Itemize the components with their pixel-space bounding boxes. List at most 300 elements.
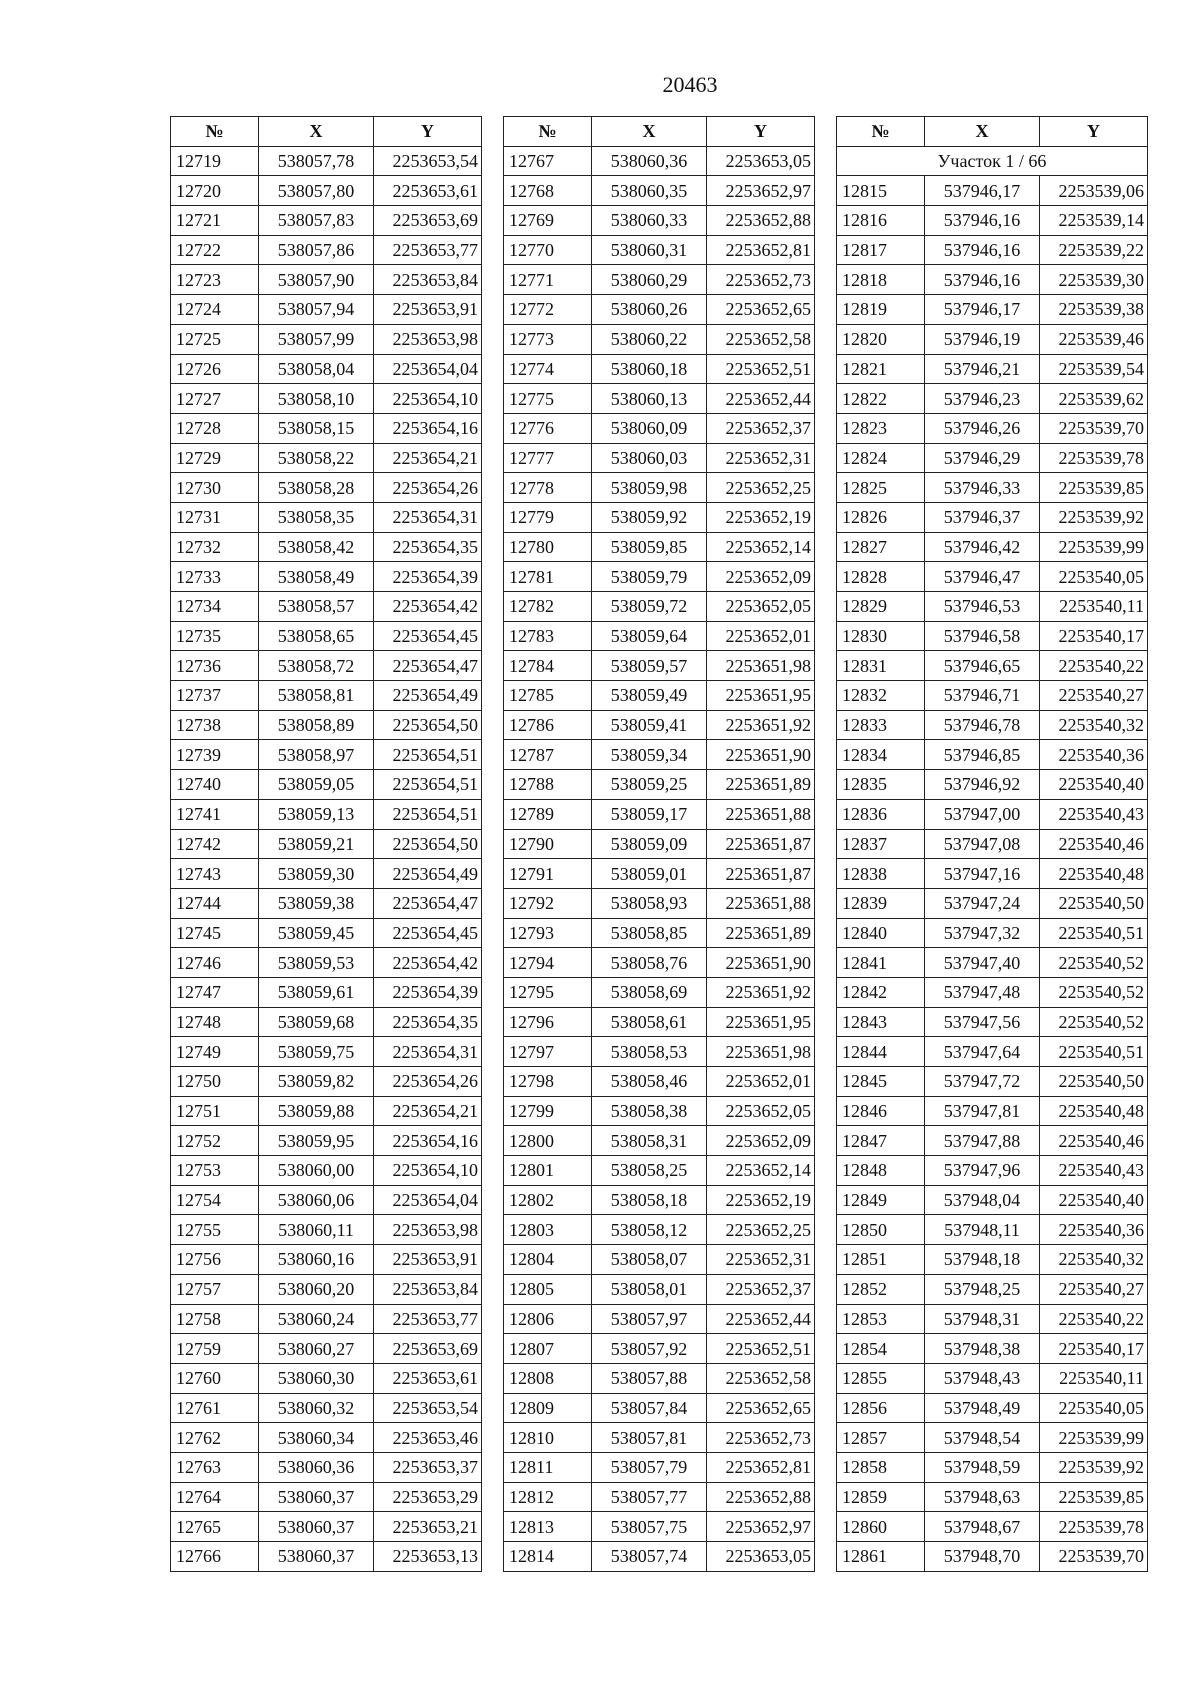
table-row (171, 1542, 482, 1572)
table-row (504, 859, 815, 889)
y-coordinate-cell: 2253654,16 (374, 1126, 482, 1156)
table-row (837, 1482, 1148, 1512)
y-coordinate-cell: 2253652,88 (707, 206, 815, 236)
table-row (837, 502, 1148, 532)
point-number-cell: 12756 (171, 1245, 259, 1275)
x-coordinate-cell: 538058,76 (592, 948, 707, 978)
point-number-cell: 12767 (504, 146, 592, 176)
x-coordinate-cell: 537948,49 (925, 1393, 1040, 1423)
point-number-cell: 12799 (504, 1096, 592, 1126)
point-number-cell: 12821 (837, 354, 925, 384)
table-row (504, 740, 815, 770)
y-coordinate-cell: 2253539,54 (1040, 354, 1148, 384)
x-coordinate-cell: 538060,09 (592, 413, 707, 443)
y-coordinate-cell: 2253653,84 (374, 1274, 482, 1304)
y-coordinate-cell: 2253539,38 (1040, 295, 1148, 325)
point-number-cell: 12837 (837, 829, 925, 859)
x-coordinate-cell: 537947,88 (925, 1126, 1040, 1156)
x-coordinate-cell: 538058,35 (259, 502, 374, 532)
y-coordinate-cell: 2253540,05 (1040, 562, 1148, 592)
x-coordinate-cell: 538058,49 (259, 562, 374, 592)
x-coordinate-cell: 537948,67 (925, 1512, 1040, 1542)
y-coordinate-cell: 2253540,43 (1040, 1156, 1148, 1186)
y-coordinate-cell: 2253539,85 (1040, 1482, 1148, 1512)
table-row (504, 146, 815, 176)
y-coordinate-cell: 2253654,35 (374, 1007, 482, 1037)
y-coordinate-cell: 2253654,26 (374, 1067, 482, 1097)
x-coordinate-cell: 537947,24 (925, 888, 1040, 918)
table-row (171, 1482, 482, 1512)
y-coordinate-cell: 2253651,89 (707, 918, 815, 948)
x-coordinate-cell: 538058,31 (592, 1126, 707, 1156)
x-coordinate-cell: 538058,04 (259, 354, 374, 384)
table-row (171, 681, 482, 711)
point-number-cell: 12746 (171, 948, 259, 978)
x-coordinate-cell: 538059,57 (592, 651, 707, 681)
coordinates-table-1 (170, 116, 482, 1572)
table-row (504, 1037, 815, 1067)
y-coordinate-cell: 2253653,05 (707, 146, 815, 176)
table-header-row (504, 117, 815, 147)
table-row (171, 1096, 482, 1126)
y-coordinate-cell: 2253652,01 (707, 621, 815, 651)
y-coordinate-cell: 2253540,17 (1040, 1334, 1148, 1364)
y-coordinate-cell: 2253653,69 (374, 206, 482, 236)
table-row (504, 1215, 815, 1245)
y-coordinate-cell: 2253540,32 (1040, 1245, 1148, 1275)
y-coordinate-cell: 2253652,14 (707, 1156, 815, 1186)
y-coordinate-cell: 2253651,90 (707, 948, 815, 978)
y-coordinate-cell: 2253654,49 (374, 681, 482, 711)
x-coordinate-cell: 538059,64 (592, 621, 707, 651)
point-number-cell: 12740 (171, 770, 259, 800)
y-coordinate-cell: 2253654,04 (374, 354, 482, 384)
y-coordinate-cell: 2253654,45 (374, 621, 482, 651)
x-coordinate-cell: 538057,80 (259, 176, 374, 206)
point-number-cell: 12805 (504, 1274, 592, 1304)
table-row (504, 354, 815, 384)
y-coordinate-cell: 2253654,51 (374, 799, 482, 829)
table-row (837, 799, 1148, 829)
x-coordinate-cell: 537947,72 (925, 1067, 1040, 1097)
table-row (837, 1274, 1148, 1304)
y-coordinate-cell: 2253540,43 (1040, 799, 1148, 829)
table-row (504, 324, 815, 354)
point-number-cell: 12790 (504, 829, 592, 859)
x-coordinate-cell: 538057,78 (259, 146, 374, 176)
x-coordinate-cell: 537946,23 (925, 384, 1040, 414)
point-number-cell: 12795 (504, 977, 592, 1007)
point-number-cell: 12838 (837, 859, 925, 889)
x-coordinate-cell: 537948,54 (925, 1423, 1040, 1453)
point-number-cell: 12781 (504, 562, 592, 592)
x-coordinate-cell: 538060,29 (592, 265, 707, 295)
x-coordinate-cell: 538060,11 (259, 1215, 374, 1245)
x-coordinate-cell: 538060,26 (592, 295, 707, 325)
point-number-cell: 12735 (171, 621, 259, 651)
point-number-cell: 12765 (171, 1512, 259, 1542)
point-number-cell: 12754 (171, 1185, 259, 1215)
x-coordinate-cell: 538058,72 (259, 651, 374, 681)
x-coordinate-cell: 538059,21 (259, 829, 374, 859)
y-coordinate-cell: 2253652,73 (707, 265, 815, 295)
y-coordinate-cell: 2253652,14 (707, 532, 815, 562)
table-row (171, 502, 482, 532)
point-number-cell: 12827 (837, 532, 925, 562)
y-coordinate-cell: 2253654,45 (374, 918, 482, 948)
table-row (504, 1067, 815, 1097)
y-coordinate-cell: 2253652,37 (707, 413, 815, 443)
table-row (837, 829, 1148, 859)
point-number-cell: 12771 (504, 265, 592, 295)
x-coordinate-cell: 537946,19 (925, 324, 1040, 354)
table-row (171, 1274, 482, 1304)
x-coordinate-cell: 537947,81 (925, 1096, 1040, 1126)
table-row (171, 740, 482, 770)
table-row (171, 265, 482, 295)
table-row (504, 295, 815, 325)
y-coordinate-cell: 2253652,05 (707, 1096, 815, 1126)
y-coordinate-cell: 2253540,40 (1040, 770, 1148, 800)
x-coordinate-cell: 537947,40 (925, 948, 1040, 978)
point-number-cell: 12856 (837, 1393, 925, 1423)
x-coordinate-cell: 537946,58 (925, 621, 1040, 651)
table-row (504, 1185, 815, 1215)
x-coordinate-cell: 537947,64 (925, 1037, 1040, 1067)
y-coordinate-cell: 2253540,05 (1040, 1393, 1148, 1423)
table-row (171, 1215, 482, 1245)
x-coordinate-cell: 538060,31 (592, 235, 707, 265)
point-number-cell: 12824 (837, 443, 925, 473)
x-coordinate-cell: 538059,49 (592, 681, 707, 711)
x-coordinate-cell: 538057,75 (592, 1512, 707, 1542)
y-coordinate-cell: 2253539,62 (1040, 384, 1148, 414)
y-coordinate-cell: 2253651,95 (707, 681, 815, 711)
x-coordinate-cell: 538057,83 (259, 206, 374, 236)
table-row (504, 562, 815, 592)
x-coordinate-cell: 537947,16 (925, 859, 1040, 889)
table-row (504, 1512, 815, 1542)
x-coordinate-cell: 537946,29 (925, 443, 1040, 473)
y-coordinate-cell: 2253654,51 (374, 740, 482, 770)
table-row (837, 1393, 1148, 1423)
point-number-cell: 12779 (504, 502, 592, 532)
point-number-cell: 12836 (837, 799, 925, 829)
table-row (504, 413, 815, 443)
table-row (504, 235, 815, 265)
table-row (171, 1304, 482, 1334)
x-coordinate-cell: 538057,88 (592, 1363, 707, 1393)
y-coordinate-cell: 2253653,91 (374, 295, 482, 325)
y-coordinate-cell: 2253653,91 (374, 1245, 482, 1275)
y-coordinate-cell: 2253651,90 (707, 740, 815, 770)
y-coordinate-cell: 2253652,44 (707, 1304, 815, 1334)
table-row (504, 1245, 815, 1275)
point-number-cell: 12751 (171, 1096, 259, 1126)
point-number-cell: 12844 (837, 1037, 925, 1067)
x-coordinate-cell: 537946,16 (925, 206, 1040, 236)
y-coordinate-cell: 2253652,31 (707, 443, 815, 473)
table-row (171, 1185, 482, 1215)
x-coordinate-cell: 538060,37 (259, 1482, 374, 1512)
point-number-cell: 12828 (837, 562, 925, 592)
y-coordinate-cell: 2253651,88 (707, 799, 815, 829)
table-row (837, 1037, 1148, 1067)
point-number-cell: 12760 (171, 1363, 259, 1393)
point-number-cell: 12758 (171, 1304, 259, 1334)
x-coordinate-cell: 538058,07 (592, 1245, 707, 1275)
table-row (171, 651, 482, 681)
point-number-cell: 12807 (504, 1334, 592, 1364)
y-coordinate-cell: 2253652,19 (707, 502, 815, 532)
x-coordinate-cell: 538059,34 (592, 740, 707, 770)
point-number-cell: 12786 (504, 710, 592, 740)
x-coordinate-cell: 538058,15 (259, 413, 374, 443)
table-row (504, 1542, 815, 1572)
table-row (504, 206, 815, 236)
point-number-cell: 12764 (171, 1482, 259, 1512)
x-coordinate-cell: 538059,61 (259, 977, 374, 1007)
y-coordinate-cell: 2253654,21 (374, 443, 482, 473)
x-coordinate-cell: 537947,56 (925, 1007, 1040, 1037)
table-row (171, 1007, 482, 1037)
table-row (171, 295, 482, 325)
table-row (504, 1096, 815, 1126)
y-coordinate-cell: 2253539,06 (1040, 176, 1148, 206)
y-coordinate-cell: 2253539,22 (1040, 235, 1148, 265)
table-row (504, 621, 815, 651)
point-number-cell: 12817 (837, 235, 925, 265)
y-coordinate-cell: 2253652,01 (707, 1067, 815, 1097)
x-coordinate-cell: 538057,81 (592, 1423, 707, 1453)
point-number-cell: 12854 (837, 1334, 925, 1364)
point-number-cell: 12788 (504, 770, 592, 800)
point-number-cell: 12853 (837, 1304, 925, 1334)
point-number-cell: 12739 (171, 740, 259, 770)
point-number-cell: 12801 (504, 1156, 592, 1186)
table-row (171, 324, 482, 354)
y-coordinate-cell: 2253651,92 (707, 977, 815, 1007)
table-row (504, 977, 815, 1007)
y-coordinate-cell: 2253654,35 (374, 532, 482, 562)
point-number-cell: 12762 (171, 1423, 259, 1453)
table-row (504, 473, 815, 503)
x-coordinate-cell: 538058,22 (259, 443, 374, 473)
x-coordinate-cell: 538057,86 (259, 235, 374, 265)
point-number-cell: 12768 (504, 176, 592, 206)
y-coordinate-cell: 2253653,54 (374, 1393, 482, 1423)
x-coordinate-cell: 537946,92 (925, 770, 1040, 800)
point-number-cell: 12752 (171, 1126, 259, 1156)
point-number-cell: 12772 (504, 295, 592, 325)
y-coordinate-cell: 2253539,70 (1040, 413, 1148, 443)
table-row (171, 473, 482, 503)
table-row (171, 829, 482, 859)
y-coordinate-cell: 2253654,50 (374, 829, 482, 859)
table-row (837, 473, 1148, 503)
y-coordinate-cell: 2253540,27 (1040, 681, 1148, 711)
table-row (504, 265, 815, 295)
x-coordinate-cell: 538057,77 (592, 1482, 707, 1512)
point-number-cell: 12757 (171, 1274, 259, 1304)
x-coordinate-cell: 538059,82 (259, 1067, 374, 1097)
point-number-cell: 12843 (837, 1007, 925, 1037)
table-row (837, 770, 1148, 800)
table-body (171, 146, 482, 1571)
x-coordinate-cell: 537947,32 (925, 918, 1040, 948)
table-row (837, 918, 1148, 948)
table-row (837, 206, 1148, 236)
y-coordinate-cell: 2253652,51 (707, 1334, 815, 1364)
point-number-cell: 12834 (837, 740, 925, 770)
page-number: 20463 (662, 72, 718, 97)
x-coordinate-cell: 538059,92 (592, 502, 707, 532)
y-coordinate-cell: 2253651,87 (707, 829, 815, 859)
point-number-cell: 12846 (837, 1096, 925, 1126)
y-coordinate-cell: 2253654,26 (374, 473, 482, 503)
table-row (171, 621, 482, 651)
y-coordinate-cell: 2253540,50 (1040, 1067, 1148, 1097)
table-row (171, 146, 482, 176)
point-number-cell: 12806 (504, 1304, 592, 1334)
point-number-cell: 12793 (504, 918, 592, 948)
y-coordinate-cell: 2253653,98 (374, 324, 482, 354)
y-coordinate-cell: 2253653,37 (374, 1452, 482, 1482)
table-row (837, 562, 1148, 592)
x-coordinate-cell: 538057,90 (259, 265, 374, 295)
point-number-cell: 12787 (504, 740, 592, 770)
table-row (171, 1452, 482, 1482)
y-coordinate-cell: 2253654,31 (374, 502, 482, 532)
table-row (171, 443, 482, 473)
x-coordinate-cell: 538058,25 (592, 1156, 707, 1186)
x-coordinate-cell: 538060,16 (259, 1245, 374, 1275)
table-row (171, 1393, 482, 1423)
table-row (504, 502, 815, 532)
table-row (837, 621, 1148, 651)
table-row (504, 770, 815, 800)
y-coordinate-cell: 2253540,32 (1040, 710, 1148, 740)
point-number-cell: 12733 (171, 562, 259, 592)
y-coordinate-cell: 2253651,87 (707, 859, 815, 889)
point-number-cell: 12841 (837, 948, 925, 978)
point-number-cell: 12802 (504, 1185, 592, 1215)
x-coordinate-cell: 537948,43 (925, 1363, 1040, 1393)
x-coordinate-cell: 537946,16 (925, 265, 1040, 295)
y-coordinate-cell: 2253654,47 (374, 651, 482, 681)
point-number-cell: 12848 (837, 1156, 925, 1186)
table-row (171, 592, 482, 622)
table-row (837, 1423, 1148, 1453)
table-row (171, 1423, 482, 1453)
table-row (837, 1245, 1148, 1275)
x-coordinate-cell: 537946,42 (925, 532, 1040, 562)
column-header-x: X (925, 117, 1040, 147)
x-coordinate-cell: 538060,30 (259, 1363, 374, 1393)
table-row (504, 710, 815, 740)
x-coordinate-cell: 537946,21 (925, 354, 1040, 384)
point-number-cell: 12859 (837, 1482, 925, 1512)
y-coordinate-cell: 2253539,78 (1040, 1512, 1148, 1542)
point-number-cell: 12823 (837, 413, 925, 443)
table-row (171, 235, 482, 265)
point-number-cell: 12832 (837, 681, 925, 711)
point-number-cell: 12720 (171, 176, 259, 206)
table-row (504, 1334, 815, 1364)
y-coordinate-cell: 2253652,81 (707, 235, 815, 265)
x-coordinate-cell: 537946,26 (925, 413, 1040, 443)
y-coordinate-cell: 2253652,09 (707, 1126, 815, 1156)
section-label-row (837, 146, 1148, 176)
table-row (171, 1363, 482, 1393)
x-coordinate-cell: 538059,85 (592, 532, 707, 562)
y-coordinate-cell: 2253654,49 (374, 859, 482, 889)
x-coordinate-cell: 538058,85 (592, 918, 707, 948)
x-coordinate-cell: 537948,25 (925, 1274, 1040, 1304)
point-number-cell: 12839 (837, 888, 925, 918)
x-coordinate-cell: 538058,38 (592, 1096, 707, 1126)
column-header-number: № (837, 117, 925, 147)
point-number-cell: 12774 (504, 354, 592, 384)
table-row (837, 1185, 1148, 1215)
x-coordinate-cell: 538058,18 (592, 1185, 707, 1215)
table-row (171, 977, 482, 1007)
y-coordinate-cell: 2253653,29 (374, 1482, 482, 1512)
point-number-cell: 12789 (504, 799, 592, 829)
table-row (504, 1156, 815, 1186)
table-row (171, 799, 482, 829)
x-coordinate-cell: 537946,33 (925, 473, 1040, 503)
table-row (837, 1215, 1148, 1245)
x-coordinate-cell: 538058,01 (592, 1274, 707, 1304)
x-coordinate-cell: 538060,27 (259, 1334, 374, 1364)
point-number-cell: 12745 (171, 918, 259, 948)
point-number-cell: 12732 (171, 532, 259, 562)
y-coordinate-cell: 2253652,44 (707, 384, 815, 414)
y-coordinate-cell: 2253651,92 (707, 710, 815, 740)
point-number-cell: 12822 (837, 384, 925, 414)
point-number-cell: 12770 (504, 235, 592, 265)
x-coordinate-cell: 538060,20 (259, 1274, 374, 1304)
x-coordinate-cell: 538059,95 (259, 1126, 374, 1156)
y-coordinate-cell: 2253652,58 (707, 1363, 815, 1393)
table-row (171, 1126, 482, 1156)
table-row (171, 1512, 482, 1542)
y-coordinate-cell: 2253653,61 (374, 176, 482, 206)
point-number-cell: 12744 (171, 888, 259, 918)
point-number-cell: 12816 (837, 206, 925, 236)
y-coordinate-cell: 2253654,42 (374, 592, 482, 622)
table-row (504, 592, 815, 622)
x-coordinate-cell: 538060,37 (259, 1542, 374, 1572)
x-coordinate-cell: 538058,46 (592, 1067, 707, 1097)
point-number-cell: 12825 (837, 473, 925, 503)
x-coordinate-cell: 538057,99 (259, 324, 374, 354)
x-coordinate-cell: 537948,70 (925, 1542, 1040, 1572)
y-coordinate-cell: 2253653,54 (374, 146, 482, 176)
point-number-cell: 12849 (837, 1185, 925, 1215)
y-coordinate-cell: 2253654,42 (374, 948, 482, 978)
point-number-cell: 12776 (504, 413, 592, 443)
table-row (837, 1542, 1148, 1572)
table-row (504, 1393, 815, 1423)
x-coordinate-cell: 538059,68 (259, 1007, 374, 1037)
point-number-cell: 12755 (171, 1215, 259, 1245)
point-number-cell: 12808 (504, 1363, 592, 1393)
x-coordinate-cell: 537946,53 (925, 592, 1040, 622)
x-coordinate-cell: 537946,85 (925, 740, 1040, 770)
point-number-cell: 12798 (504, 1067, 592, 1097)
